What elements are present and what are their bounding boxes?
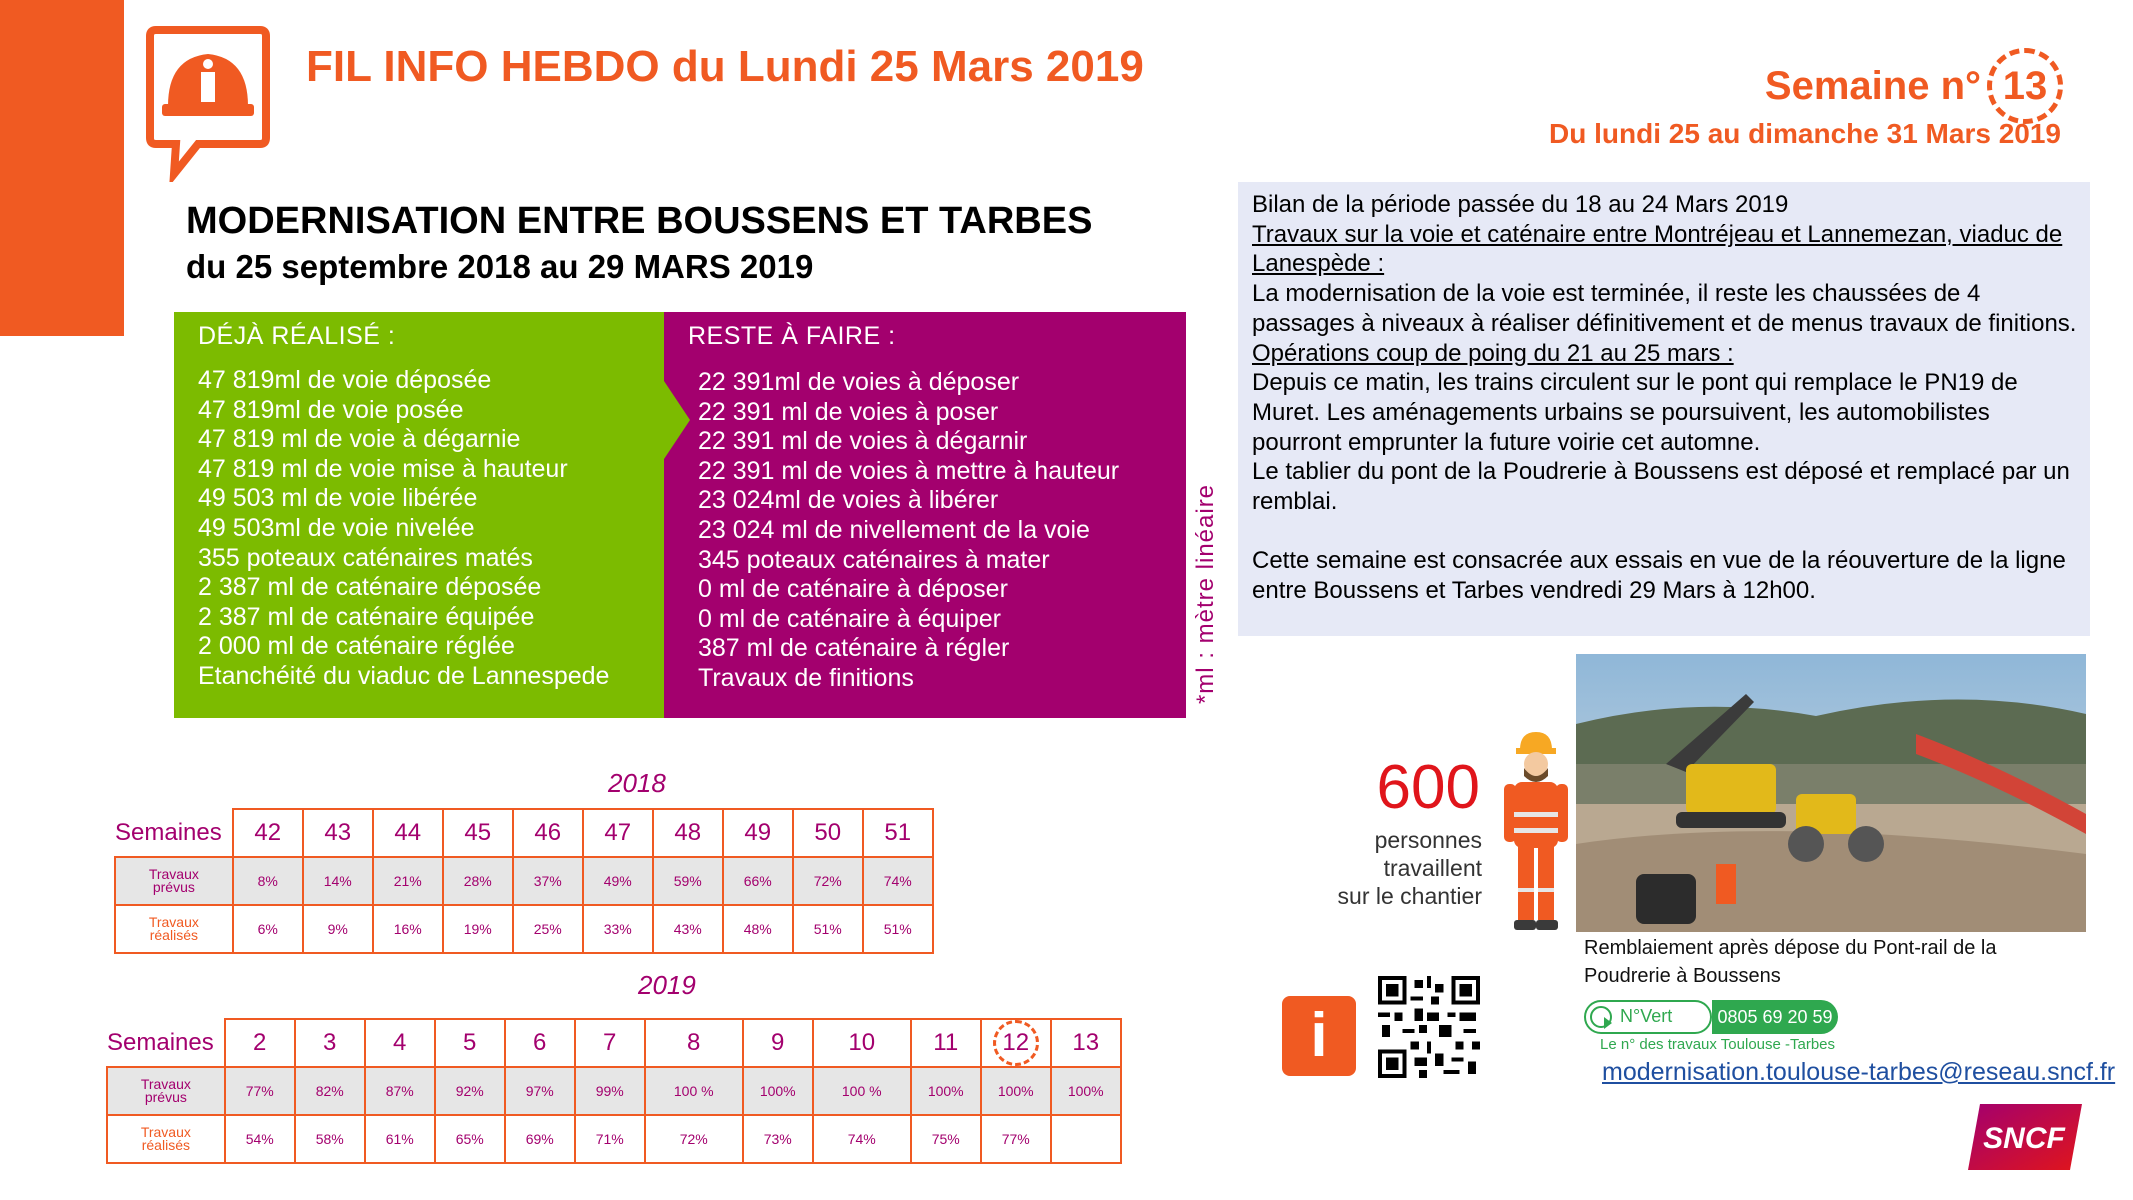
- done-cell: 54%: [225, 1115, 295, 1163]
- done-cell: 69%: [505, 1115, 575, 1163]
- bilan-subheading: Opérations coup de poing du 21 au 25 mars :: [1252, 339, 1734, 367]
- todo-item: 23 024 ml de nivellement de la voie: [698, 515, 1090, 544]
- week-cell: 7: [575, 1019, 645, 1067]
- done-item: 47 819ml de voie posée: [198, 395, 464, 424]
- week-cell: 4: [365, 1019, 435, 1067]
- week-cell: 43: [303, 809, 373, 857]
- current-week-cell: [981, 1019, 1051, 1067]
- planned-cell: 100%: [1051, 1067, 1121, 1115]
- planned-cell: 72%: [793, 857, 863, 905]
- planned-cell: 100%: [981, 1067, 1051, 1115]
- photo-caption: Remblaiement après dépose du Pont-rail de la Poudrerie à Boussens: [1584, 937, 1997, 987]
- bilan-paragraph: Cette semaine est consacrée aux essais en vue de la réouverture de la ligne entre Boussens et Tarbes vendredi 29 Mars à 12h00.: [1252, 547, 2066, 605]
- section-dates: du 25 septembre 2018 au 29 MARS 2019: [186, 248, 814, 285]
- bilan-text: [1252, 190, 2080, 606]
- weeks-label: Semaines: [107, 1028, 214, 1056]
- week-cell: 3: [295, 1019, 365, 1067]
- done-cell: 71%: [575, 1115, 645, 1163]
- planned-label-line: prévus: [152, 879, 195, 895]
- done-cell: 43%: [653, 905, 723, 953]
- week-number: [1765, 48, 2063, 124]
- planned-cell: 49%: [583, 857, 653, 905]
- done-label-line: réalisés: [141, 1137, 190, 1153]
- progress-table-2019: [106, 1018, 1122, 1164]
- week-cell: 48: [653, 809, 723, 857]
- bilan-paragraph: La modernisation de la voie est terminée, il reste les chaussées de 4 passages à niveaux à réaliser définitivement et de menus travaux de finitions.: [1252, 280, 2077, 337]
- todo-item: 387 ml de caténaire à régler: [698, 634, 1010, 663]
- week-dates: Du lundi 25 au dimanche 31 Mars 2019: [1549, 118, 2061, 149]
- week-number-badge: 13: [1987, 48, 2063, 124]
- play-icon: [1590, 1006, 1612, 1028]
- done-item: Etanchéité du viaduc de Lannespede: [198, 661, 610, 690]
- ml-note: [1186, 480, 1226, 720]
- done-cell: 9%: [303, 905, 373, 953]
- week-cell: 42: [233, 809, 303, 857]
- week-cell: 10: [813, 1019, 911, 1067]
- sncf-logo-icon: [1966, 1102, 2086, 1172]
- done-cell: 33%: [583, 905, 653, 953]
- planned-label-line: prévus: [144, 1089, 187, 1105]
- progress-table-2018: [114, 808, 934, 954]
- done-item: 47 819 ml de voie mise à hauteur: [198, 454, 568, 483]
- planned-cell: 66%: [723, 857, 793, 905]
- planned-label-line: Travaux: [148, 866, 199, 882]
- week-cell: 50: [793, 809, 863, 857]
- done-item: 47 819ml de voie déposée: [198, 366, 492, 394]
- email-link[interactable]: modernisation.toulouse-tarbes@reseau.sncf.fr: [1602, 1058, 2116, 1086]
- planned-cell: 87%: [365, 1067, 435, 1115]
- done-cell: 51%: [863, 905, 933, 953]
- bilan-paragraph: Depuis ce matin, les trains circulent sur le pont qui remplace le PN19 de Muret. Les aménagements urbains se poursuivent, les automobilistes pourront emprunter la future voirie cet automne.: [1252, 369, 2018, 456]
- todo-heading: RESTE À FAIRE :: [688, 322, 896, 350]
- done-cell: 16%: [373, 905, 443, 953]
- workers-line: travaillent: [1383, 855, 1482, 881]
- todo-item: 22 391 ml de voies à poser: [698, 397, 999, 426]
- construction-site-photo: [1576, 654, 2086, 932]
- planned-cell: 100%: [911, 1067, 981, 1115]
- phone-number: 0805 69 20 59: [1712, 1000, 1838, 1034]
- qr-code-icon[interactable]: [1378, 976, 1480, 1078]
- week-cell: 46: [513, 809, 583, 857]
- done-label: [115, 905, 233, 953]
- done-cell: 61%: [365, 1115, 435, 1163]
- current-week-ring: 12: [993, 1020, 1039, 1066]
- workers-count: 600: [1376, 753, 1480, 822]
- week-cell: 5: [435, 1019, 505, 1067]
- done-item: 2 387 ml de caténaire équipée: [198, 602, 535, 631]
- week-cell: 2: [225, 1019, 295, 1067]
- week-cell: 44: [373, 809, 443, 857]
- planned-cell: 100 %: [645, 1067, 743, 1115]
- workers-line: personnes: [1374, 827, 1482, 853]
- week-label: Semaine n°: [1764, 63, 1981, 108]
- nvert-pill: [1584, 1000, 1712, 1034]
- sncf-logo-text: SNCF: [1983, 1122, 2065, 1155]
- orange-side-bar: [0, 0, 124, 336]
- week-cell: 6: [505, 1019, 575, 1067]
- info-icon[interactable]: i: [1282, 996, 1356, 1076]
- week-cell: 8: [645, 1019, 743, 1067]
- worker-icon: [1500, 728, 1572, 934]
- done-cell: 25%: [513, 905, 583, 953]
- done-cell: 51%: [793, 905, 863, 953]
- arrow-right-icon: [662, 378, 690, 462]
- done-cell: 19%: [443, 905, 513, 953]
- table-row: [115, 809, 933, 857]
- done-item: 2 387 ml de caténaire déposée: [198, 573, 542, 602]
- table-row: [107, 1115, 1121, 1163]
- done-label: [107, 1115, 225, 1163]
- todo-item: 22 391 ml de voies à mettre à hauteur: [698, 456, 1120, 485]
- todo-item: 0 ml de caténaire à équiper: [698, 604, 1001, 633]
- planned-cell: 100 %: [813, 1067, 911, 1115]
- done-heading: DÉJÀ RÉALISÉ :: [198, 322, 396, 350]
- todo-item: 22 391ml de voies à déposer: [698, 368, 1020, 396]
- bilan-spacer: [1252, 517, 2080, 547]
- done-item: 47 819 ml de voie à dégarnie: [198, 425, 521, 454]
- done-list: [198, 366, 609, 692]
- week-cell: 13: [1051, 1019, 1121, 1067]
- todo-item: 345 poteaux caténaires à mater: [698, 545, 1050, 574]
- table-row: [115, 905, 933, 953]
- done-cell: 77%: [981, 1115, 1051, 1163]
- bilan-paragraph: Le tablier du pont de la Poudrerie à Boussens est déposé et remplacé par un remblai.: [1252, 458, 2070, 516]
- table-row: [115, 857, 933, 905]
- year-2019-label: 2019: [638, 970, 696, 1000]
- planned-cell: 37%: [513, 857, 583, 905]
- done-cell: 72%: [645, 1115, 743, 1163]
- bilan-heading: Bilan de la période passée du 18 au 24 Mars 2019: [1252, 191, 1789, 218]
- todo-item: 23 024ml de voies à libérer: [698, 486, 999, 515]
- todo-item: 0 ml de caténaire à déposer: [698, 575, 1008, 604]
- planned-label: [115, 857, 233, 905]
- todo-panel: [664, 312, 1186, 718]
- done-cell: 6%: [233, 905, 303, 953]
- week-cell: 9: [743, 1019, 813, 1067]
- todo-list: [698, 368, 1119, 694]
- nvert-label: N°Vert: [1620, 1006, 1673, 1026]
- planned-label-line: Travaux: [140, 1076, 191, 1092]
- page-title: FIL INFO HEBDO du Lundi 25 Mars 2019: [306, 42, 1144, 91]
- done-cell: 74%: [813, 1115, 911, 1163]
- planned-cell: 77%: [225, 1067, 295, 1115]
- year-2018-label: 2018: [608, 768, 666, 798]
- workers-line: sur le chantier: [1337, 883, 1482, 909]
- ml-note-text: *ml : mètre linéaire: [1192, 483, 1219, 705]
- todo-item: Travaux de finitions: [698, 663, 914, 692]
- done-label-line: réalisés: [149, 927, 198, 943]
- todo-item: 22 391 ml de voies à dégarnir: [698, 427, 1028, 456]
- bilan-subheading: Travaux sur la voie et caténaire entre Montréjeau et Lannemezan, viaduc de Lanespède :: [1252, 220, 2063, 278]
- planned-cell: 100%: [743, 1067, 813, 1115]
- done-label-line: Travaux: [140, 1124, 191, 1140]
- planned-cell: 59%: [653, 857, 723, 905]
- nvert-subtitle: Le n° des travaux Toulouse -Tarbes: [1600, 1036, 1836, 1053]
- planned-cell: 74%: [863, 857, 933, 905]
- done-item: 355 poteaux caténaires matés: [198, 543, 533, 572]
- planned-cell: 14%: [303, 857, 373, 905]
- done-cell: 58%: [295, 1115, 365, 1163]
- done-cell: [1051, 1115, 1121, 1163]
- week-cell: 47: [583, 809, 653, 857]
- planned-cell: 28%: [443, 857, 513, 905]
- done-cell: 73%: [743, 1115, 813, 1163]
- info-helmet-logo-icon: [146, 24, 270, 182]
- done-item: 49 503ml de voie nivelée: [198, 513, 475, 542]
- done-panel: [174, 312, 670, 718]
- planned-cell: 8%: [233, 857, 303, 905]
- done-cell: 48%: [723, 905, 793, 953]
- bilan-panel: [1238, 182, 2090, 636]
- done-label-line: Travaux: [148, 914, 199, 930]
- planned-cell: 82%: [295, 1067, 365, 1115]
- table-row: [107, 1019, 1121, 1067]
- planned-cell: 92%: [435, 1067, 505, 1115]
- table-row: [107, 1067, 1121, 1115]
- green-number-badge[interactable]: [1584, 1000, 1838, 1034]
- planned-cell: 99%: [575, 1067, 645, 1115]
- weeks-label: Semaines: [115, 818, 222, 846]
- week-cell: 49: [723, 809, 793, 857]
- done-cell: 75%: [911, 1115, 981, 1163]
- week-cell: 51: [863, 809, 933, 857]
- section-title: MODERNISATION ENTRE BOUSSENS ET TARBES: [186, 200, 1093, 242]
- workers-text: [1296, 826, 1482, 910]
- week-cell: 11: [911, 1019, 981, 1067]
- planned-cell: 21%: [373, 857, 443, 905]
- done-item: 49 503 ml de voie libérée: [198, 484, 478, 513]
- planned-cell: 97%: [505, 1067, 575, 1115]
- week-cell: 45: [443, 809, 513, 857]
- planned-label: [107, 1067, 225, 1115]
- done-cell: 65%: [435, 1115, 505, 1163]
- done-item: 2 000 ml de caténaire réglée: [198, 632, 515, 661]
